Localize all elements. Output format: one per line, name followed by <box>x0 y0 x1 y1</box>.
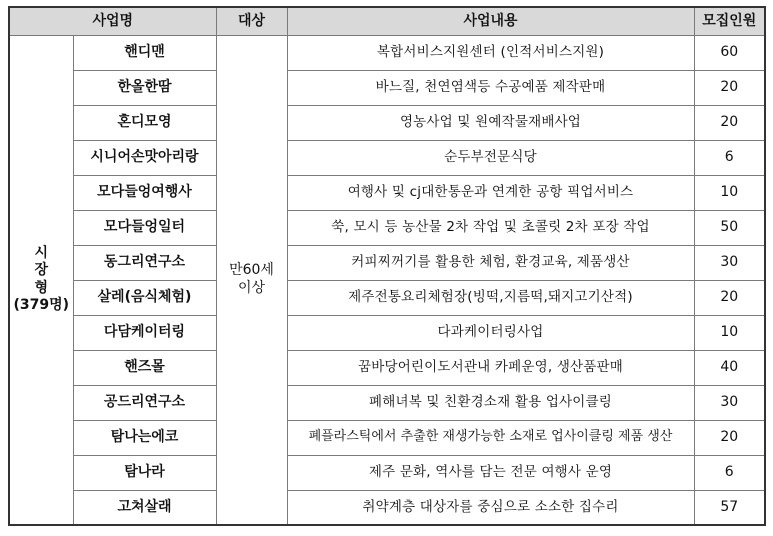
program-name: 탐나는에코 <box>73 420 216 455</box>
program-content: 복합서비스지원센터 (인적서비스지원) <box>287 35 694 70</box>
program-name: 모다들엉여행사 <box>73 175 216 210</box>
target-cell <box>216 35 287 525</box>
table-row <box>9 35 765 70</box>
table-row <box>9 455 765 490</box>
recruit-count: 20 <box>694 420 765 455</box>
group-label-line: 형 <box>34 279 49 296</box>
program-table <box>8 6 766 526</box>
table-row <box>9 140 765 175</box>
program-name: 시니어손맛아리랑 <box>73 140 216 175</box>
table-row <box>9 210 765 245</box>
header-recruit-count: 모집인원 <box>694 7 765 35</box>
table-row <box>9 70 765 105</box>
program-name: 공드리연구소 <box>73 385 216 420</box>
program-content: 순두부전문식당 <box>287 140 694 175</box>
program-content: 여행사 및 cj대한통운과 연계한 공항 픽업서비스 <box>287 175 694 210</box>
group-label-line: 장 <box>34 262 49 279</box>
program-content: 영농사업 및 원예작물재배사업 <box>287 105 694 140</box>
document-page <box>8 6 766 526</box>
program-content: 커피찌꺼기를 활용한 체험, 환경교육, 제품생산 <box>287 245 694 280</box>
recruit-count: 10 <box>694 315 765 350</box>
program-name: 다담케이터링 <box>73 315 216 350</box>
table-row <box>9 420 765 455</box>
program-content: 폐해녀복 및 친환경소재 활용 업사이클링 <box>287 385 694 420</box>
program-content: 제주 문화, 역사를 담는 전문 여행사 운영 <box>287 455 694 490</box>
table-row <box>9 105 765 140</box>
group-label-line: 시 <box>34 244 49 261</box>
program-name: 탐나라 <box>73 455 216 490</box>
table-row <box>9 350 765 385</box>
table-row <box>9 175 765 210</box>
recruit-count: 30 <box>694 245 765 280</box>
recruit-count: 6 <box>694 455 765 490</box>
program-name: 모다들엉일터 <box>73 210 216 245</box>
table-row <box>9 490 765 525</box>
table-row <box>9 385 765 420</box>
program-name: 한올한땀 <box>73 70 216 105</box>
recruit-count: 20 <box>694 105 765 140</box>
recruit-count: 40 <box>694 350 765 385</box>
group-count-label: (379명) <box>13 297 70 314</box>
recruit-count: 50 <box>694 210 765 245</box>
program-content: 폐플라스틱에서 추출한 재생가능한 소재로 업사이클링 제품 생산 <box>287 420 694 455</box>
recruit-count: 60 <box>694 35 765 70</box>
program-content: 꿈바당어린이도서관내 카페운영, 생산품판매 <box>287 350 694 385</box>
program-content: 바느질, 천연염색등 수공예품 제작판매 <box>287 70 694 105</box>
program-content: 제주전통요리체험장(빙떡,지름떡,돼지고기산적) <box>287 280 694 315</box>
program-name: 핸즈몰 <box>73 350 216 385</box>
target-label-line: 이상 <box>237 279 266 296</box>
program-name: 살레(음식체험) <box>73 280 216 315</box>
recruit-count: 6 <box>694 140 765 175</box>
recruit-count: 57 <box>694 490 765 525</box>
target-label-line: 만60세 <box>229 262 274 279</box>
header-content: 사업내용 <box>287 7 694 35</box>
table-row <box>9 280 765 315</box>
recruit-count: 20 <box>694 70 765 105</box>
recruit-count: 30 <box>694 385 765 420</box>
program-content: 취약계층 대상자를 중심으로 소소한 집수리 <box>287 490 694 525</box>
program-name: 동그리연구소 <box>73 245 216 280</box>
program-name: 고쳐살래 <box>73 490 216 525</box>
table-row <box>9 245 765 280</box>
recruit-count: 10 <box>694 175 765 210</box>
header-target: 대상 <box>216 7 287 35</box>
group-cell <box>9 35 73 525</box>
recruit-count: 20 <box>694 280 765 315</box>
header-program-name: 사업명 <box>9 7 216 35</box>
program-content: 쑥, 모시 등 농산물 2차 작업 및 초콜릿 2차 포장 작업 <box>287 210 694 245</box>
program-name: 핸디맨 <box>73 35 216 70</box>
table-row <box>9 315 765 350</box>
program-content: 다과케이터링사업 <box>287 315 694 350</box>
program-name: 혼디모영 <box>73 105 216 140</box>
table-header-row <box>9 7 765 35</box>
